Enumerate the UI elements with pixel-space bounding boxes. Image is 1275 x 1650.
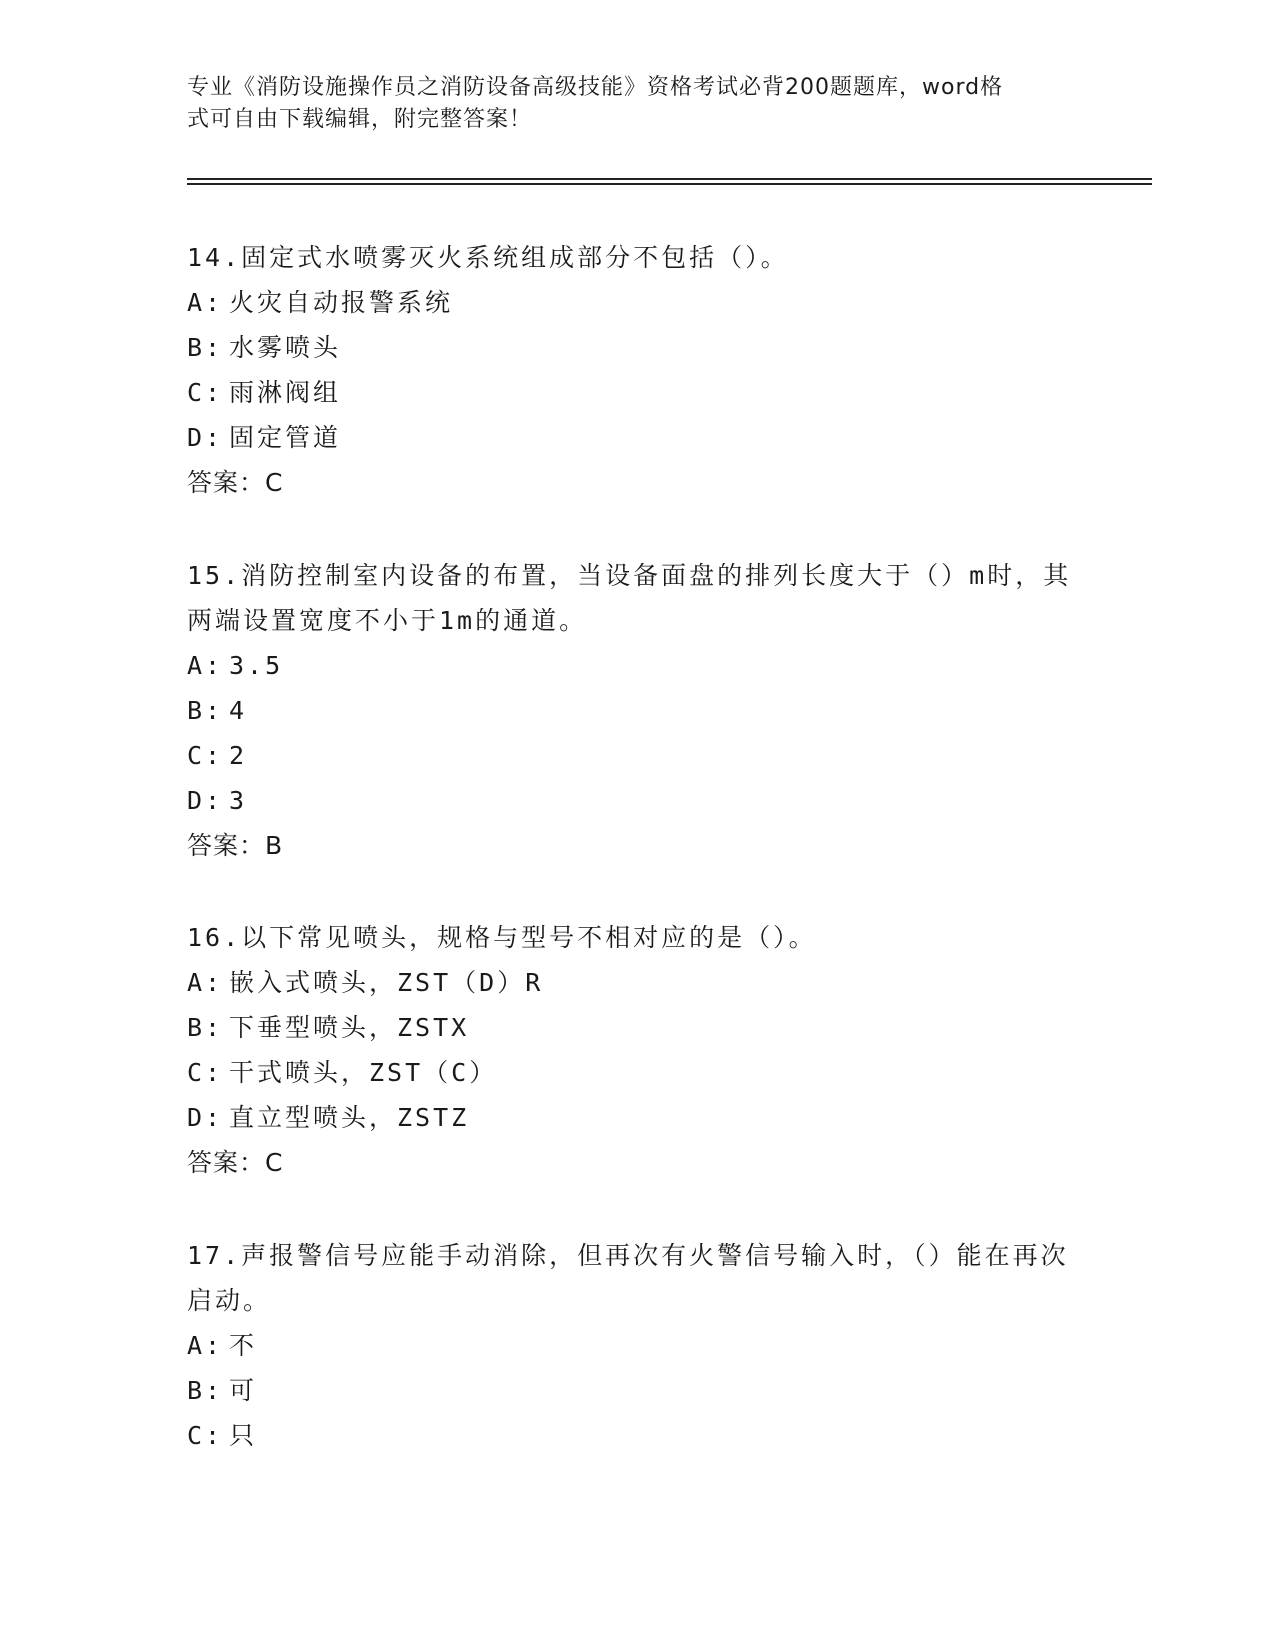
option-text: 2 [229, 741, 248, 770]
option-letter: B: [187, 1376, 224, 1405]
option-letter: A: [187, 968, 224, 997]
option-text: 3.5 [229, 651, 284, 680]
header-divider-top [187, 178, 1152, 180]
option-letter: A: [187, 288, 224, 317]
question-14 [187, 235, 1087, 505]
option-text: 不 [229, 1331, 258, 1360]
option-letter: D: [187, 786, 224, 815]
option-d [187, 1095, 1087, 1140]
answer-line: 答案：B [187, 831, 284, 860]
option-letter: D: [187, 1103, 224, 1132]
option-letter: C: [187, 1421, 224, 1450]
option-a [187, 960, 1087, 1005]
option-text: 雨淋阀组 [229, 378, 342, 407]
option-c [187, 733, 1087, 778]
option-text: 可 [229, 1376, 258, 1405]
header-line-2: 式可自由下载编辑，附完整答案！ [187, 107, 533, 132]
question-16 [187, 915, 1087, 1185]
option-letter: A: [187, 1331, 224, 1360]
option-letter: B: [187, 696, 224, 725]
option-letter: A: [187, 651, 224, 680]
option-text: 下垂型喷头，ZSTX [229, 1013, 470, 1042]
option-c [187, 1413, 1087, 1458]
option-letter: D: [187, 423, 224, 452]
option-text: 水雾喷头 [229, 333, 342, 362]
option-b [187, 1368, 1087, 1413]
option-a [187, 643, 1087, 688]
option-a [187, 280, 1087, 325]
question-stem: 16.以下常见喷头，规格与型号不相对应的是（）。 [187, 923, 817, 952]
option-text: 固定管道 [229, 423, 342, 452]
answer-line: 答案：C [187, 468, 284, 497]
option-text: 只 [229, 1421, 258, 1450]
option-text: 火灾自动报警系统 [229, 288, 454, 317]
header-divider-bottom [187, 183, 1152, 185]
answer-line: 答案：C [187, 1148, 284, 1177]
option-b [187, 688, 1087, 733]
option-letter: C: [187, 741, 224, 770]
question-17 [187, 1233, 1087, 1458]
option-text: 直立型喷头，ZSTZ [229, 1103, 470, 1132]
option-b [187, 325, 1087, 370]
option-text: 3 [229, 786, 248, 815]
option-letter: C: [187, 1058, 224, 1087]
option-letter: B: [187, 333, 224, 362]
option-text: 嵌入式喷头，ZST（D）R [229, 968, 544, 997]
question-stem: 15.消防控制室内设备的布置，当设备面盘的排列长度大于（）m时，其两端设置宽度不小于1m的通道。 [187, 561, 1072, 635]
header-line-1: 专业《消防设施操作员之消防设备高级技能》资格考试必背200题题库，word格 [187, 75, 1004, 100]
option-c [187, 1050, 1087, 1095]
option-text: 干式喷头，ZST（C） [229, 1058, 498, 1087]
option-text: 4 [229, 696, 248, 725]
question-stem: 14.固定式水喷雾灭火系统组成部分不包括（）。 [187, 243, 789, 272]
option-d [187, 778, 1087, 823]
option-a [187, 1323, 1087, 1368]
option-letter: C: [187, 378, 224, 407]
option-letter: B: [187, 1013, 224, 1042]
option-b [187, 1005, 1087, 1050]
option-d [187, 415, 1087, 460]
question-stem: 17.声报警信号应能手动消除，但再次有火警信号输入时，（）能在再次启动。 [187, 1241, 1069, 1315]
question-15 [187, 553, 1087, 868]
document-header [187, 72, 1067, 136]
option-c [187, 370, 1087, 415]
